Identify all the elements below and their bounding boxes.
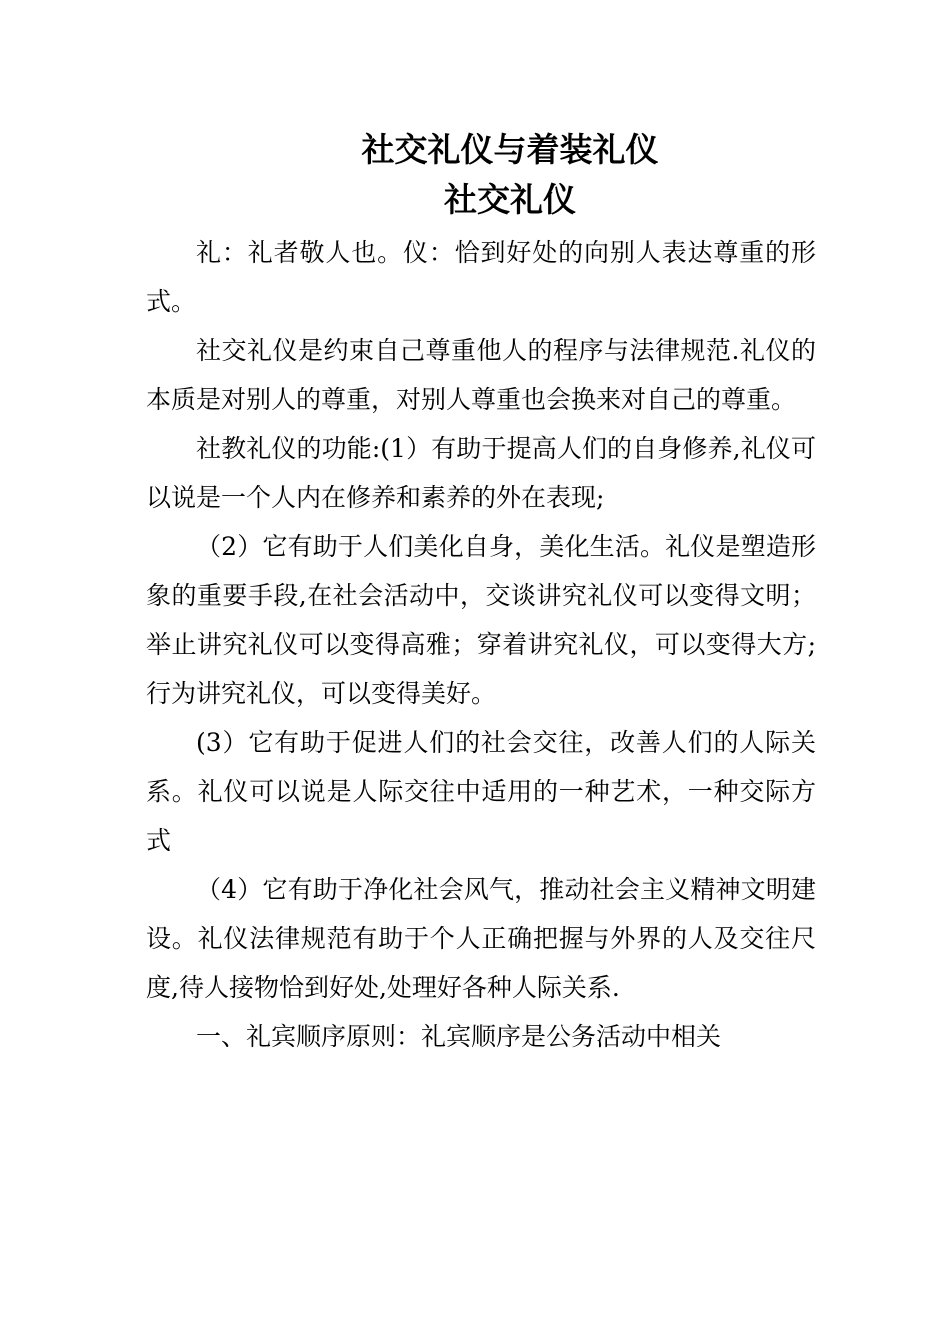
document-title: 社交礼仪与着装礼仪 (361, 130, 659, 169)
paragraph-function-3: (3）它有助于促进人们的社会交往，改善人们的人际关系。礼仪可以说是人际交往中适用的一种艺术，一种交际方式 (146, 728, 816, 855)
paragraph-principle-1: 一、礼宾顺序原则：礼宾顺序是公务活动中相关 (196, 1022, 722, 1051)
paragraph-definition: 礼：礼者敬人也。仪：恰到好处的向别人表达尊重的形式。 (146, 238, 816, 316)
document-body (146, 228, 816, 1061)
paragraph-function-1: 社教礼仪的功能:(1）有助于提高人们的自身修养,礼仪可以说是一个人内在修养和素养的外在表现; (146, 434, 816, 512)
document-subtitle: 社交礼仪 (444, 180, 576, 219)
paragraph-function-4: （4）它有助于净化社会风气，推动社会主义精神文明建设。礼仪法律规范有助于个人正确把握与外界的人及交往尺度,待人接物恰到好处,处理好各种人际关系. (146, 875, 816, 1002)
paragraph-function-2: （2）它有助于人们美化自身，美化生活。礼仪是塑造形象的重要手段,在社会活动中，交谈讲究礼仪可以变得文明；举止讲究礼仪可以变得高雅；穿着讲究礼仪，可以变得大方;行为讲究礼仪，可以变得美好。 (146, 532, 816, 708)
paragraph-essence: 社交礼仪是约束自己尊重他人的程序与法律规范.礼仪的本质是对别人的尊重，对别人尊重也会换来对自己的尊重。 (146, 336, 816, 414)
